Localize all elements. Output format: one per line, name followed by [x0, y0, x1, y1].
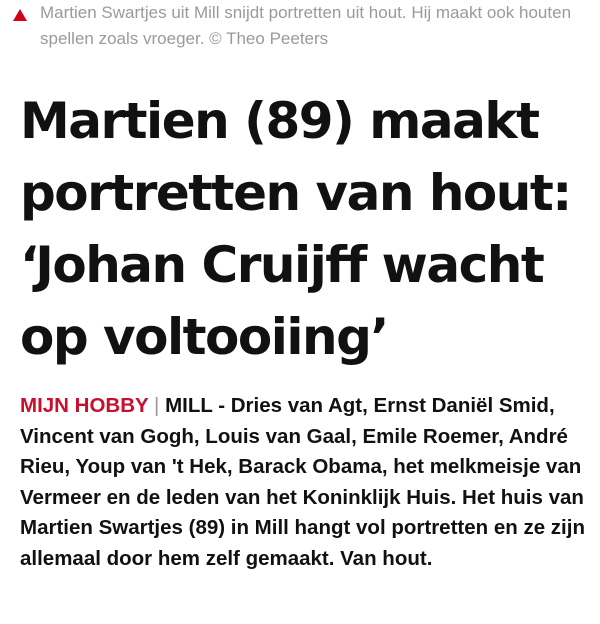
- article-lead: [20, 391, 590, 574]
- lead-text: MILL - Dries van Agt, Ernst Daniël Smid, Vincent van Gogh, Louis van Gaal, Emile Roemer, André Rieu, Youp van 't Hek, Barack Obama, het melkmeisje van Vermeer en de leden van het Koninklijk Huis. Het huis van Martien Swartjes (89) in Mill hangt vol portretten en ze zijn allemaal door hem zelf gemaakt. Van hout.: [20, 394, 585, 570]
- rubric-label[interactable]: MIJN HOBBY: [20, 394, 149, 417]
- article-headline: Martien (89) maakt portretten van hout: ‘Johan Cruijff wacht op voltooiing’: [20, 92, 571, 366]
- caption-text: Martien Swartjes uit Mill snijdt portretten uit hout. Hij maakt ook houten spellen zoals vroeger. © Theo Peeters: [40, 3, 572, 48]
- triangle-up-icon: [13, 9, 27, 21]
- rubric-separator: |: [154, 394, 160, 417]
